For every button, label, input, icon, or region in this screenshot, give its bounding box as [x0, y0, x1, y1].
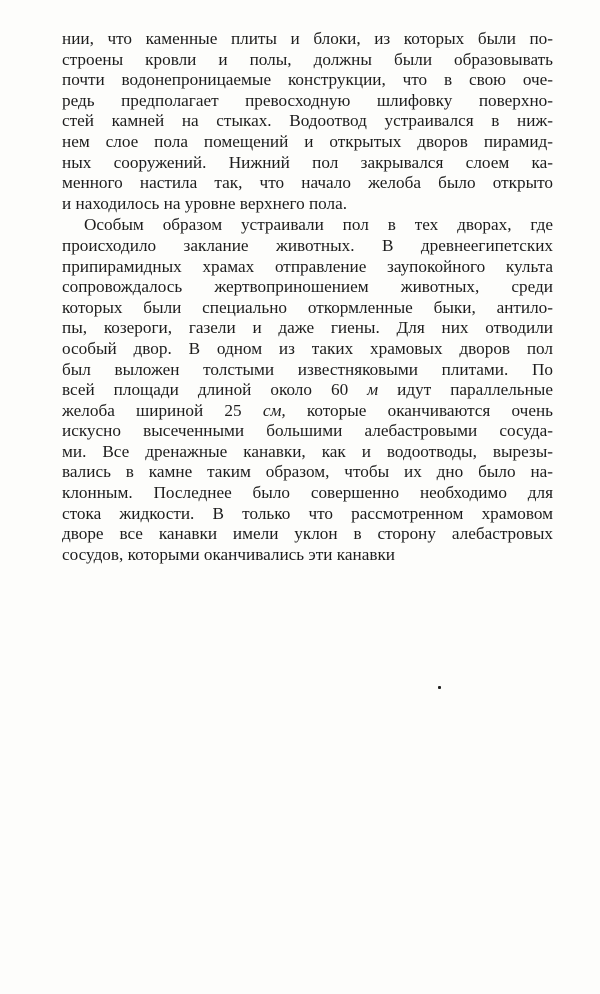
text-line	[62, 194, 553, 215]
text-segment: строены кровли и полы, должны были образовывать	[62, 49, 553, 69]
text-segment: происходило заклание животных. В древнеегипетских	[62, 235, 553, 255]
text-segment: идут параллельные	[378, 380, 553, 400]
text-segment: которые оканчиваются очень	[285, 400, 553, 420]
text-segment: клонным. Последнее было совершенно необходимо для	[62, 483, 553, 503]
text-segment: менного настила так, что начало желоба было открыто	[62, 173, 553, 193]
text-line	[62, 421, 553, 442]
text-segment: сопровождалось жертвоприношением животных, среди	[62, 277, 553, 297]
text-line	[62, 215, 553, 236]
text-segment: искусно высеченными большими алебастровыми сосуда-	[62, 421, 553, 441]
text-segment: стока жидкости. В только что рассмотренном храмовом	[62, 503, 553, 523]
text-segment: сосудов, которыми оканчивались эти канавки	[62, 544, 395, 564]
text-segment: припирамидных храмах отправление заупокойного культа	[62, 256, 553, 276]
italic-unit: см,	[262, 400, 286, 420]
text-line	[62, 380, 553, 401]
body-text	[62, 29, 553, 565]
text-segment: дворе все канавки имели уклон в сторону алебастровых	[62, 524, 553, 544]
text-segment: ми. Все дренажные канавки, как и водоотводы, вырезы-	[62, 441, 553, 461]
text-segment: нем слое пола помещений и открытых дворов пирамид-	[62, 131, 553, 151]
scan-speck	[438, 686, 441, 689]
text-segment: был выложен толстыми известняковыми плитами. По	[62, 359, 553, 379]
text-line	[62, 442, 553, 463]
text-segment: особый двор. В одном из таких храмовых дворов пол	[62, 338, 553, 358]
text-segment: почти водонепроницаемые конструкции, что в свою оче-	[62, 70, 553, 90]
text-segment: нии, что каменные плиты и блоки, из которых были по-	[62, 29, 553, 48]
text-segment: вались в камне таким образом, чтобы их дно было на-	[62, 462, 553, 482]
text-line	[62, 50, 553, 71]
text-segment: редь предполагает превосходную шлифовку поверхно-	[62, 90, 553, 110]
text-line	[62, 236, 553, 257]
text-line	[62, 545, 553, 566]
paragraph	[62, 29, 553, 214]
text-line	[62, 257, 553, 278]
text-segment: пы, козероги, газели и даже гиены. Для них отводили	[62, 318, 553, 338]
text-segment: которых были специально откормленные быки, антило-	[62, 297, 553, 317]
text-segment: и находилось на уровне верхнего пола.	[62, 193, 348, 213]
text-segment: стей камней на стыках. Водоотвод устраивался в ниж-	[62, 111, 553, 131]
text-line	[62, 504, 553, 525]
text-line	[62, 91, 553, 112]
text-line	[62, 462, 553, 483]
text-line	[62, 401, 553, 422]
text-line	[62, 111, 553, 132]
text-line	[62, 277, 553, 298]
text-segment: Особым образом устраивали пол в тех дворах, где	[84, 215, 553, 235]
text-segment: всей площади длиной около 60	[62, 380, 368, 400]
text-line	[62, 29, 553, 50]
text-line	[62, 298, 553, 319]
text-line	[62, 339, 553, 360]
text-line	[62, 132, 553, 153]
text-line	[62, 360, 553, 381]
text-segment: ных сооружений. Нижний пол закрывался слоем ка-	[62, 152, 553, 172]
text-line	[62, 70, 553, 91]
paragraph	[62, 215, 553, 565]
text-line	[62, 318, 553, 339]
text-segment: желоба шириной 25	[62, 400, 263, 420]
text-line	[62, 524, 553, 545]
italic-unit: м	[367, 380, 379, 400]
text-line	[62, 483, 553, 504]
text-line	[62, 173, 553, 194]
text-line	[62, 153, 553, 174]
